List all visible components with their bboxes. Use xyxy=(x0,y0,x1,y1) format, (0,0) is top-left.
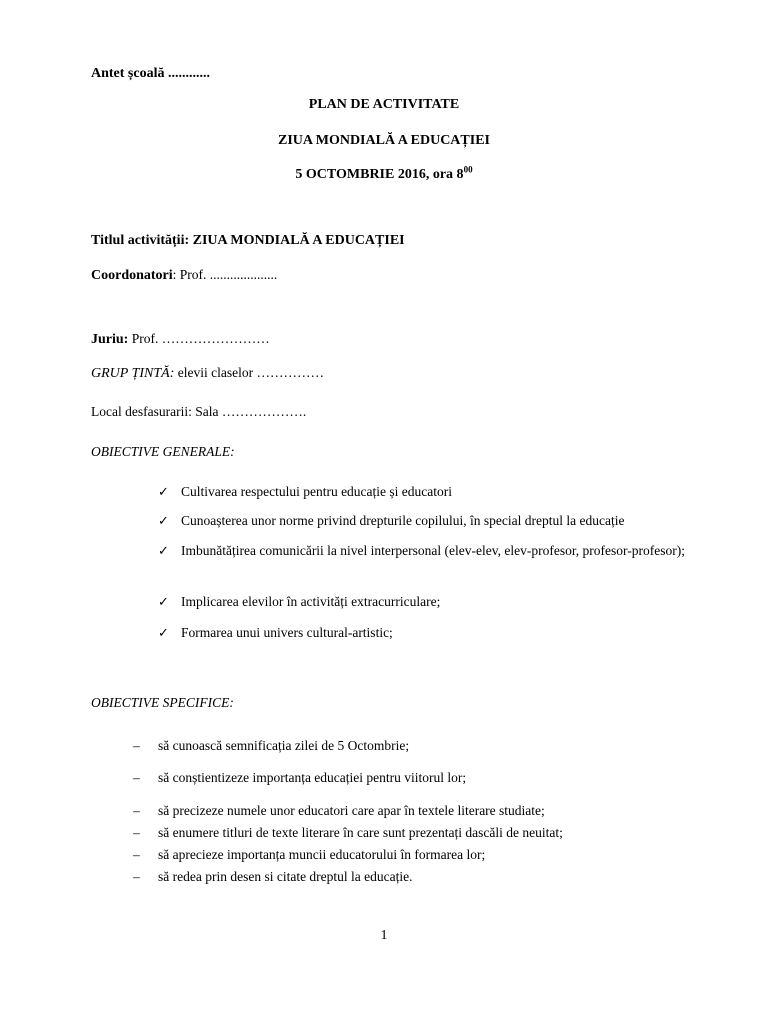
venue-line: Local desfasurarii: Sala ………………. xyxy=(91,404,307,419)
dash-bullet: – xyxy=(133,803,140,818)
coordinators-line xyxy=(91,267,277,284)
school-header xyxy=(91,66,210,82)
dash-bullet: – xyxy=(133,738,140,753)
general-objective-item xyxy=(158,511,704,531)
general-objectives-heading: OBIECTIVE GENERALE: xyxy=(91,444,235,459)
checkmark-icon: ✓ xyxy=(158,594,169,609)
dash-bullet: – xyxy=(133,770,140,785)
checkmark-icon: ✓ xyxy=(158,543,169,558)
general-objective-text: Cultivarea respectului pentru educație și educatori xyxy=(181,484,453,499)
jury-line xyxy=(91,331,270,348)
activity-title-label: Titlul activității: xyxy=(91,233,190,248)
specific-objective-text: să redea prin desen si citate dreptul la educație. xyxy=(158,869,413,884)
event-date-superscript: 00 xyxy=(463,164,473,175)
dash-bullet: – xyxy=(133,847,140,862)
target-group-label: GRUP ȚINTĂ: xyxy=(91,366,175,381)
general-objective-item xyxy=(158,482,704,502)
general-objective-item xyxy=(158,541,704,581)
dash-bullet: – xyxy=(133,825,140,840)
checkmark-icon: ✓ xyxy=(158,625,169,640)
activity-title-value: ZIUA MONDIALĂ A EDUCAȚIEI xyxy=(189,233,405,248)
general-objective-item xyxy=(158,592,704,612)
jury-label: Juriu: xyxy=(91,332,129,347)
target-group-value: elevii claselor …………… xyxy=(174,365,324,380)
plan-title: PLAN DE ACTIVITATE xyxy=(308,97,460,112)
event-date xyxy=(0,164,768,183)
checkmark-icon: ✓ xyxy=(158,484,169,499)
school-header-dots: ............ xyxy=(164,66,210,81)
specific-objective-text: să aprecieze importanța muncii educatorului în formarea lor; xyxy=(158,847,486,862)
specific-objective-text: să enumere titluri de texte literare în care sunt prezentați dascăli de neuitat; xyxy=(158,825,563,840)
event-date-text: 5 OCTOMBRIE 2016, ora 8 xyxy=(295,167,464,182)
target-group-line xyxy=(91,365,324,382)
checkmark-icon: ✓ xyxy=(158,513,169,528)
page-number: 1 xyxy=(380,928,388,943)
event-title: ZIUA MONDIALĂ A EDUCAȚIEI xyxy=(278,133,490,148)
general-objective-text: Cunoașterea unor norme privind drepturile copilului, în special dreptul la educație xyxy=(181,513,625,528)
specific-objective-text: să conștientizeze importanța educației pentru viitorul lor; xyxy=(158,770,467,785)
coordinators-value: : Prof. .................... xyxy=(172,267,278,282)
general-objective-text: Imbunătățirea comunicării la nivel interpersonal (elev-elev, elev-profesor, profesor-profesor); xyxy=(181,543,685,558)
general-objective-text: Implicarea elevilor în activități extracurriculare; xyxy=(181,594,441,609)
specific-objectives-heading: OBIECTIVE SPECIFICE: xyxy=(91,695,234,710)
specific-objective-text: să cunoască semnificația zilei de 5 Octombrie; xyxy=(158,738,410,753)
coordinators-label: Coordonatori xyxy=(91,268,173,283)
general-objective-item xyxy=(158,623,704,643)
activity-title-line xyxy=(91,233,405,249)
dash-bullet: – xyxy=(133,869,140,884)
specific-objective-text: să precizeze numele unor educatori care apar în textele literare studiate; xyxy=(158,803,545,818)
school-header-label: Antet școală xyxy=(91,66,165,81)
jury-value: Prof. …………………… xyxy=(128,331,270,346)
general-objective-text: Formarea unui univers cultural-artistic; xyxy=(181,625,393,640)
